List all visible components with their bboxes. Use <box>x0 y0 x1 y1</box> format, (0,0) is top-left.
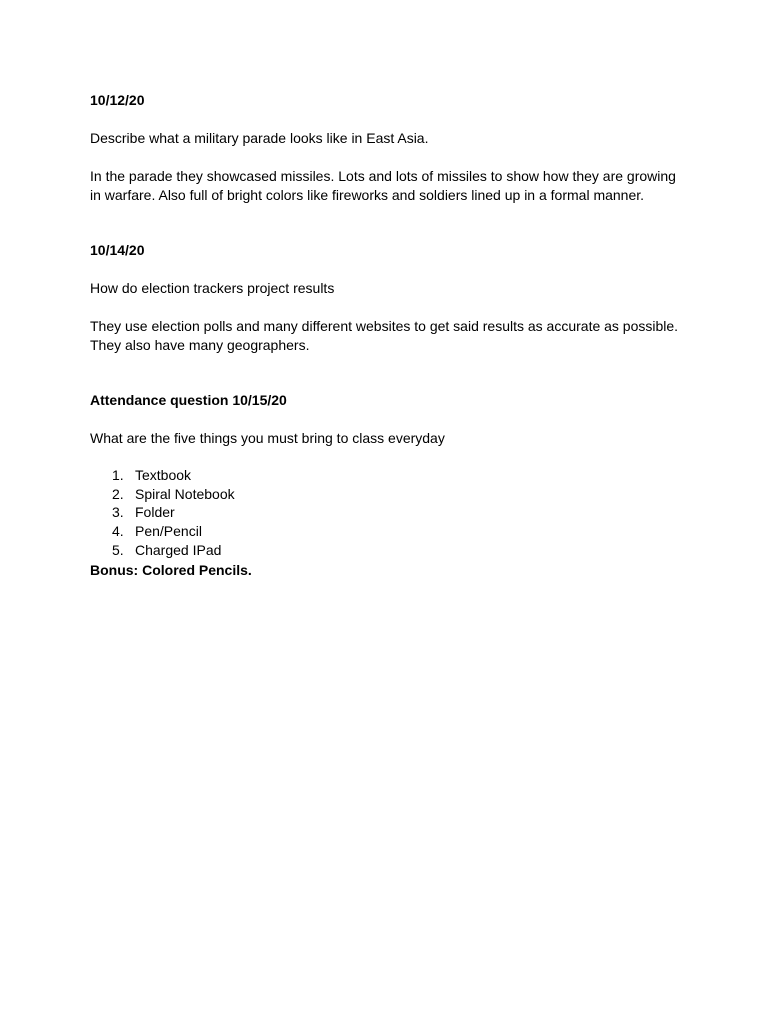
entry-answer-line: in warfare. Also full of bright colors like fireworks and soldiers lined up in a formal manner. <box>90 187 645 203</box>
entry-question: Describe what a military parade looks like in East Asia. <box>90 130 429 146</box>
list-item-text: Charged IPad <box>135 541 222 558</box>
list-item-number: 2. <box>112 485 124 502</box>
list-item-number: 5. <box>112 541 124 558</box>
list-item-text: Spiral Notebook <box>135 485 235 502</box>
entry-heading: Attendance question 10/15/20 <box>90 392 287 408</box>
list-item-text: Pen/Pencil <box>135 523 202 540</box>
entry-answer-line: In the parade they showcased missiles. Lots and lots of missiles to show how they are growing <box>90 168 676 184</box>
list-item-text: Folder <box>135 504 175 521</box>
entry-answer-line: They use election polls and many different websites to get said results as accurate as possible. <box>90 318 679 334</box>
entry-question: What are the five things you must bring to class everyday <box>90 430 445 446</box>
list-item-number: 3. <box>112 504 124 521</box>
entry-heading: 10/12/20 <box>90 92 145 108</box>
bonus-line: Bonus: Colored Pencils. <box>90 562 252 578</box>
entry-question: How do election trackers project results <box>90 280 335 296</box>
entry-heading: 10/14/20 <box>90 242 145 258</box>
list-item-number: 4. <box>112 523 124 540</box>
list-item-number: 1. <box>112 467 124 483</box>
list-item-text: Textbook <box>135 467 192 483</box>
entry-answer-line: They also have many geographers. <box>90 337 310 353</box>
